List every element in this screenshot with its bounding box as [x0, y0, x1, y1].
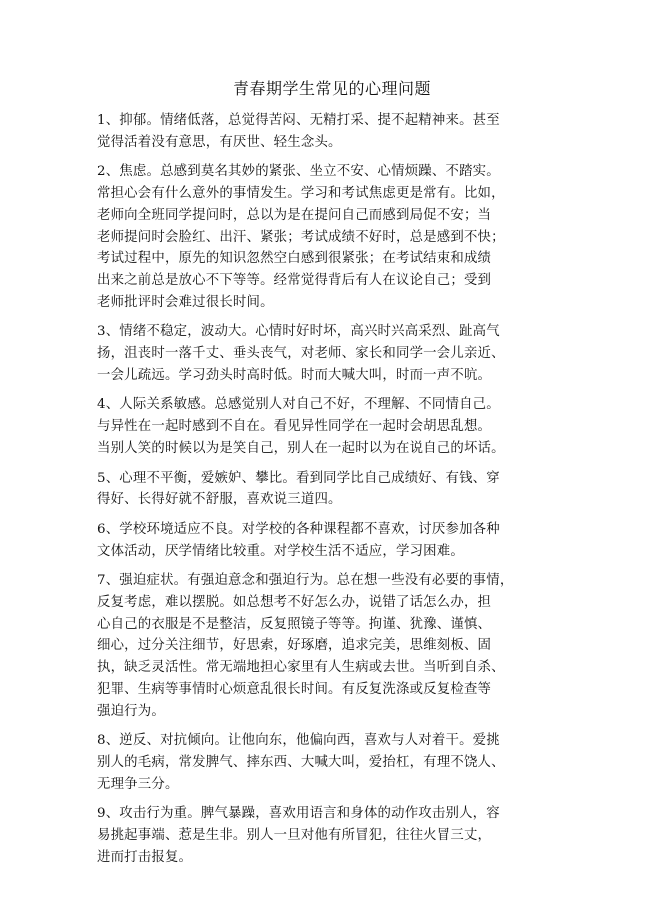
document-page	[97, 78, 567, 877]
paragraph-line: 老师批评时会难过很长时间。	[97, 294, 274, 310]
paragraph-line: 进而打击报复。	[97, 849, 193, 865]
paragraph-1	[97, 110, 567, 153]
paragraph-line: 常担心会有什么意外的事情发生。学习和考试焦虑更是常有。比如，	[97, 186, 505, 202]
paragraph-line: 8、逆反、对抗倾向。让他向东，他偏向西，喜欢与人对着干。爱挑	[97, 733, 500, 749]
paragraph-line: 文体活动，厌学情绪比较重。对学校生活不适应，学习困难。	[97, 543, 464, 559]
paragraph-list	[97, 110, 567, 869]
paragraph-line: 考试过程中，原先的知识忽然空白感到很紧张；在考试结束和成绩	[97, 251, 492, 267]
paragraph-line: 4、人际关系敏感。总感觉别人对自己不好，不理解、不同情自己。	[97, 397, 500, 413]
paragraph-line: 1、抑郁。情绪低落，总觉得苦闷、无精打采、提不起精神来。甚至	[97, 113, 500, 128]
paragraph-line: 老师向全班同学提问时，总以为是在提问自己而感到局促不安；当	[97, 207, 492, 223]
paragraph-line: 反复考虑，难以摆脱。如总想考不好怎么办，说错了话怎么办，担	[97, 595, 492, 611]
paragraph-line: 3、情绪不稳定，波动大。心情时好时坏，高兴时兴高采烈、趾高气	[97, 324, 500, 340]
paragraph-7	[97, 570, 567, 722]
paragraph-line: 觉得活着没有意思，有厌世、轻生念头。	[97, 134, 342, 150]
paragraph-line: 9、攻击行为重。脾气暴躁，喜欢用语言和身体的动作攻击别人，容	[97, 806, 500, 822]
paragraph-line: 2、焦虑。总感到莫名其妙的紧张、坐立不安、心情烦躁、不踏实。	[97, 164, 500, 180]
paragraph-line: 执，缺乏灵活性。常无端地担心家里有人生病或去世。当听到自杀、	[97, 660, 505, 676]
paragraph-line: 易挑起事端、惹是生非。别人一旦对他有所冒犯，往往火冒三丈，	[97, 828, 492, 844]
paragraph-6	[97, 519, 567, 562]
paragraph-line: 强迫行为。	[97, 703, 165, 719]
paragraph-line: 老师提问时会脸红、出汗、紧张；考试成绩不好时，总是感到不快；	[97, 229, 505, 245]
paragraph-line: 7、强迫症状。有强迫意念和强迫行为。总在想一些没有必要的事情，	[97, 573, 514, 589]
paragraph-4	[97, 394, 567, 459]
paragraph-line: 5、心理不平衡，爱嫉妒、攀比。看到同学比自己成绩好、有钱、穿	[97, 470, 500, 486]
paragraph-line: 细心，过分关注细节，好思索，好琢磨，追求完美，思维刻板、固	[97, 638, 492, 654]
paragraph-line: 别人的毛病，常发脾气、摔东西、大喊大叫，爱抬杠，有理不饶人、	[97, 754, 505, 770]
paragraph-line: 犯罪、生病等事情时心烦意乱很长时间。有反复洗涤或反复检查等	[97, 681, 492, 697]
paragraph-line: 出来之前总是放心不下等等。经常觉得背后有人在议论自己；受到	[97, 272, 492, 288]
paragraph-2	[97, 161, 567, 313]
paragraph-8	[97, 730, 567, 795]
paragraph-line: 扬，沮丧时一落千丈、垂头丧气，对老师、家长和同学一会儿亲近、	[97, 346, 505, 362]
paragraph-line: 与异性在一起时感到不自在。看见异性同学在一起时会胡思乱想。	[97, 419, 492, 435]
paragraph-line: 6、学校环境适应不良。对学校的各种课程都不喜欢，讨厌参加各种	[97, 521, 500, 537]
paragraph-line: 无理争三分。	[97, 776, 179, 792]
paragraph-3	[97, 321, 567, 386]
paragraph-line: 心自己的衣服是不是整洁，反复照镜子等等。拘谨、犹豫、谨慎、	[97, 616, 492, 632]
paragraph-line: 得好、长得好就不舒服，喜欢说三道四。	[97, 492, 342, 508]
paragraph-line: 一会儿疏远。学习劲头时高时低。时而大喊大叫，时而一声不吭。	[97, 367, 492, 383]
paragraph-9	[97, 803, 567, 868]
document-title: 青春期学生常见的心理问题	[232, 79, 431, 98]
paragraph-5	[97, 468, 567, 511]
paragraph-line: 当别人笑的时候以为是笑自己，别人在一起时以为在说自己的坏话。	[97, 440, 505, 456]
